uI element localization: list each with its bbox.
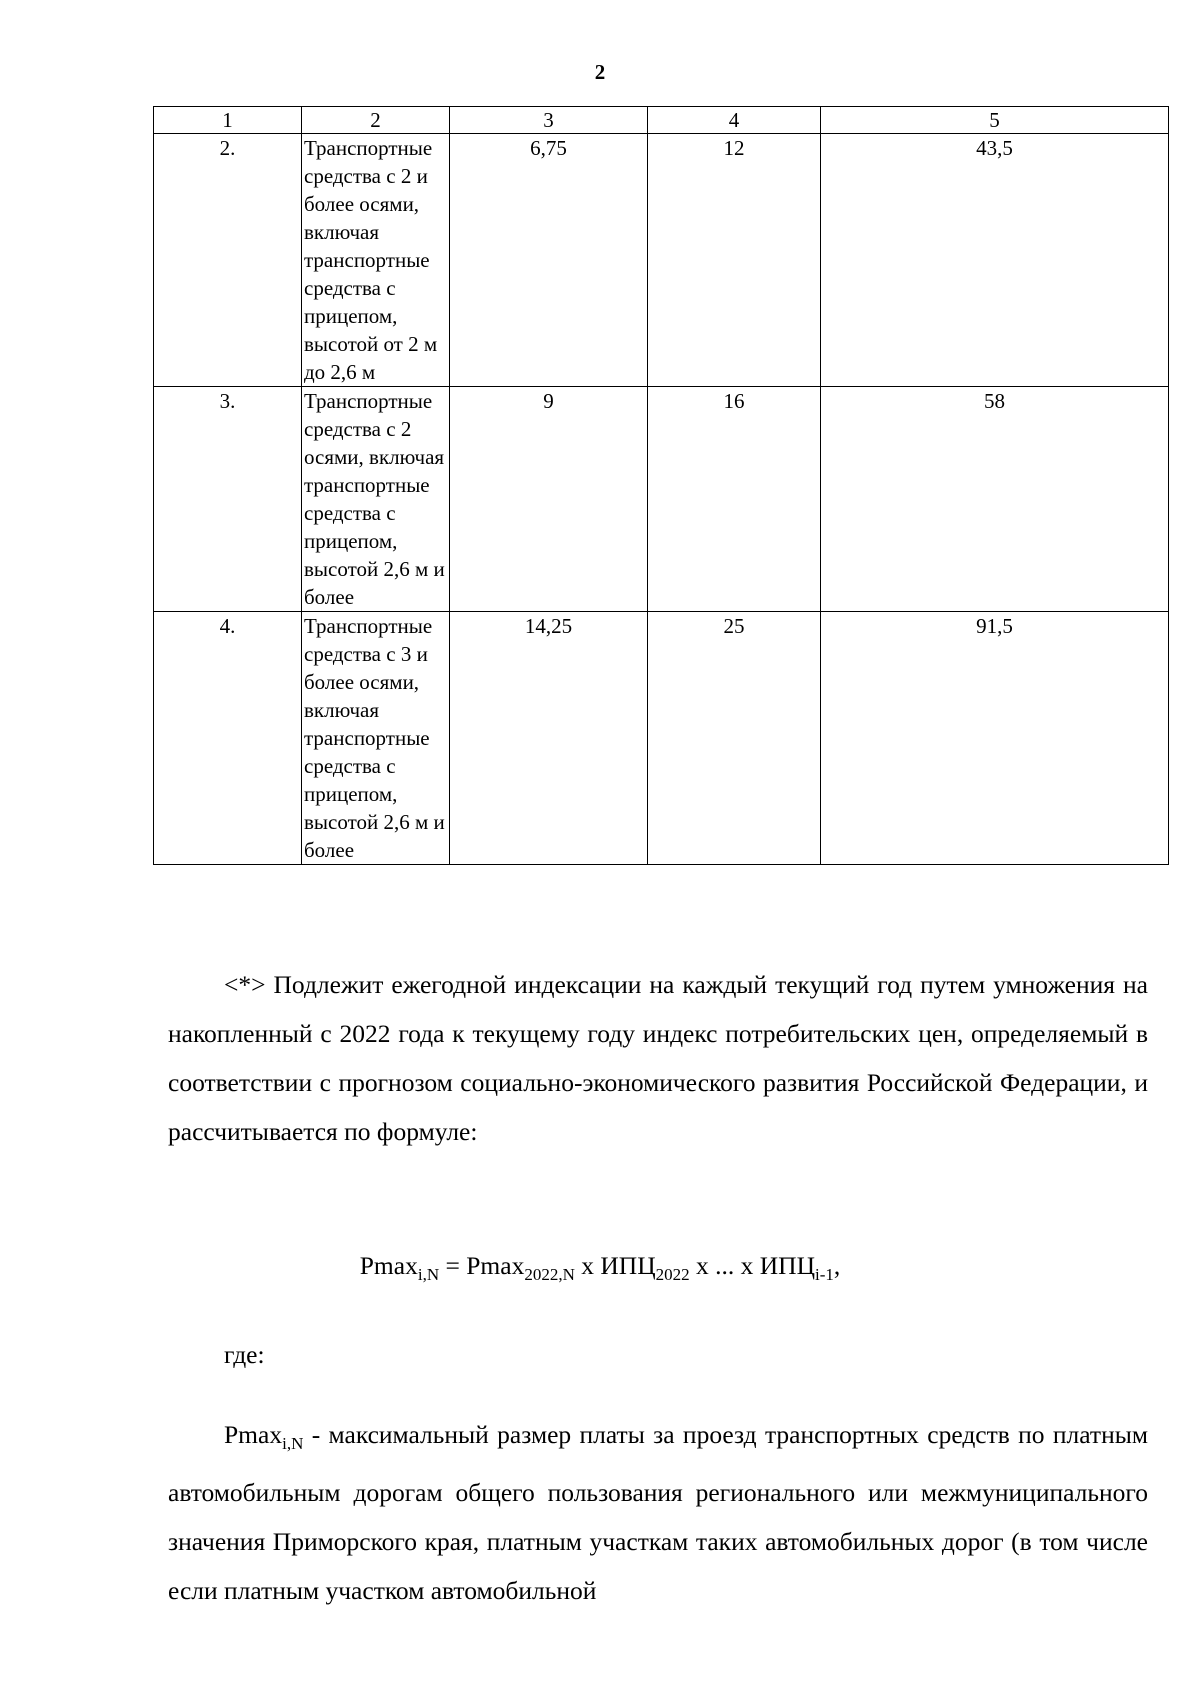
where-label: где: [224, 1340, 265, 1369]
formula-ipc-subscript: 2022 [655, 1265, 690, 1285]
rate-col4: 12 [648, 134, 821, 387]
column-header-3: 3 [450, 107, 648, 134]
column-header-5: 5 [821, 107, 1169, 134]
row-number: 3. [154, 387, 302, 612]
rate-col4: 25 [648, 612, 821, 865]
definition-paragraph [168, 1410, 1148, 1615]
definition-term: Pmax [224, 1420, 283, 1449]
formula-middle: x ... x ИПЦ [689, 1251, 815, 1280]
vehicle-description: Транспортные средства с 3 и более осями, включая транспортные средства с прицепом, высотой 2,6 м и более [302, 612, 450, 865]
definition-term-subscript: i,N [282, 1434, 304, 1454]
page-number: 2 [594, 60, 606, 84]
table-row [154, 134, 1169, 387]
formula-last-subscript: i-1 [814, 1265, 834, 1285]
formula-base-subscript: 2022,N [524, 1265, 575, 1285]
definition-text: - максимальный размер платы за проезд транспортных средств по платным автомобильным дорогам общего пользования регионального или межмуниципального значения Приморского края, платным участкам таких автомобильных дорог (в том числе если платным участком автомобильной [168, 1420, 1148, 1606]
formula-equals: = [439, 1251, 467, 1280]
rate-col3: 9 [450, 387, 648, 612]
formula-lhs: Pmax [359, 1251, 418, 1280]
footnote-paragraph: <*> Подлежит ежегодной индексации на каждый текущий год путем умножения на накопленный с 2022 года к текущему году индекс потребительских цен, определяемый в соответствии с прогнозом социально-экономического развития Российской Федерации, и рассчитывается по формуле: [168, 970, 1148, 1146]
rates-table [153, 106, 1169, 865]
rate-col3: 6,75 [450, 134, 648, 387]
column-header-1: 1 [154, 107, 302, 134]
formula-lhs-subscript: i,N [417, 1265, 440, 1285]
vehicle-description: Транспортные средства с 2 и более осями, включая транспортные средства с прицепом, высотой от 2 м до 2,6 м [302, 134, 450, 387]
rate-col5: 43,5 [821, 134, 1169, 387]
formula-base-term: Pmax [466, 1251, 525, 1280]
table-row [154, 612, 1169, 865]
indexation-formula [0, 1251, 1200, 1285]
vehicle-description: Транспортные средства с 2 осями, включая транспортные средства с прицепом, высотой 2,6 м и более [302, 387, 450, 612]
table-header-row [154, 107, 1169, 134]
rate-col5: 58 [821, 387, 1169, 612]
rate-col3: 14,25 [450, 612, 648, 865]
column-header-4: 4 [648, 107, 821, 134]
column-header-2: 2 [302, 107, 450, 134]
row-number: 4. [154, 612, 302, 865]
row-number: 2. [154, 134, 302, 387]
table-row [154, 387, 1169, 612]
formula-tail: , [833, 1251, 841, 1280]
formula-ipc-term: x ИПЦ [574, 1251, 656, 1280]
rate-col5: 91,5 [821, 612, 1169, 865]
rate-col4: 16 [648, 387, 821, 612]
